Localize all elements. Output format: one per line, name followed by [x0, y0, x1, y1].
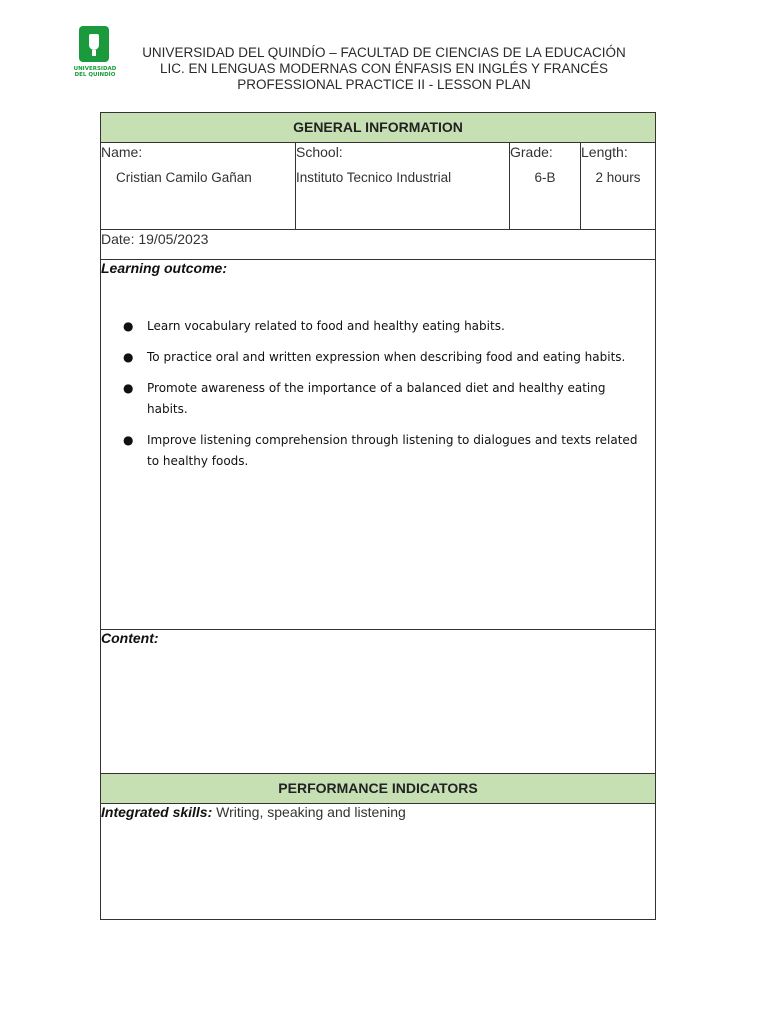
grade-value: 6-B [534, 170, 556, 185]
list-item [123, 378, 645, 420]
list-item-text: Learn vocabulary related to food and healthy eating habits. [147, 319, 505, 333]
name-label: Name: [101, 144, 143, 160]
performance-indicators-header: PERFORMANCE INDICATORS [101, 774, 656, 804]
header-line3: PROFESSIONAL PRACTICE II - LESSON PLAN [237, 77, 531, 92]
bullet-icon: ● [123, 381, 134, 395]
date-cell: Date: 19/05/2023 [101, 230, 656, 260]
logo-text-line2: DEL QUINDÍO [74, 72, 116, 78]
integrated-skills-label: Integrated skills: [101, 804, 213, 820]
header-line2: LIC. EN LENGUAS MODERNAS CON ÉNFASIS EN INGLÉS Y FRANCÉS [159, 61, 609, 76]
length-label: Length: [581, 144, 628, 160]
grade-label: Grade: [510, 144, 553, 160]
integrated-skills-value: Writing, speaking and listening [212, 804, 406, 820]
learning-outcome-list [101, 316, 655, 472]
list-item [123, 430, 645, 472]
content-cell [101, 630, 656, 774]
learning-outcome-cell [101, 260, 656, 630]
list-item [123, 347, 645, 368]
logo-text [70, 66, 120, 78]
list-item-text: Promote awareness of the importance of a balanced diet and healthy eating habits. [147, 381, 606, 416]
lesson-plan-table [100, 112, 656, 920]
length-value: 2 hours [595, 170, 641, 185]
list-item [123, 316, 645, 337]
learning-outcome-label: Learning outcome: [101, 260, 228, 276]
logo-text-line1: UNIVERSIDAD [73, 66, 117, 72]
bullet-icon: ● [123, 350, 134, 364]
school-cell [296, 143, 510, 230]
header-line1: UNIVERSIDAD DEL QUINDÍO – FACULTAD DE CIENCIAS DE LA EDUCACIÓN [142, 45, 626, 60]
name-value: Cristian Camilo Gañan [116, 170, 252, 185]
list-item-text: Improve listening comprehension through listening to dialogues and texts related to healthy foods. [147, 433, 638, 468]
list-item-text: To practice oral and written expression when describing food and eating habits. [147, 350, 626, 364]
university-logo [70, 26, 120, 78]
school-label: School: [296, 144, 343, 160]
name-cell [101, 143, 296, 230]
content-label: Content: [101, 630, 159, 646]
document-header [120, 45, 648, 93]
general-information-header: GENERAL INFORMATION [101, 113, 656, 143]
bullet-icon: ● [123, 433, 134, 447]
school-value: Instituto Tecnico Industrial [296, 170, 452, 185]
grade-cell [510, 143, 581, 230]
bullet-icon: ● [123, 319, 134, 333]
length-cell [581, 143, 656, 230]
logo-mark-icon [79, 26, 109, 62]
integrated-skills-cell [101, 804, 656, 920]
